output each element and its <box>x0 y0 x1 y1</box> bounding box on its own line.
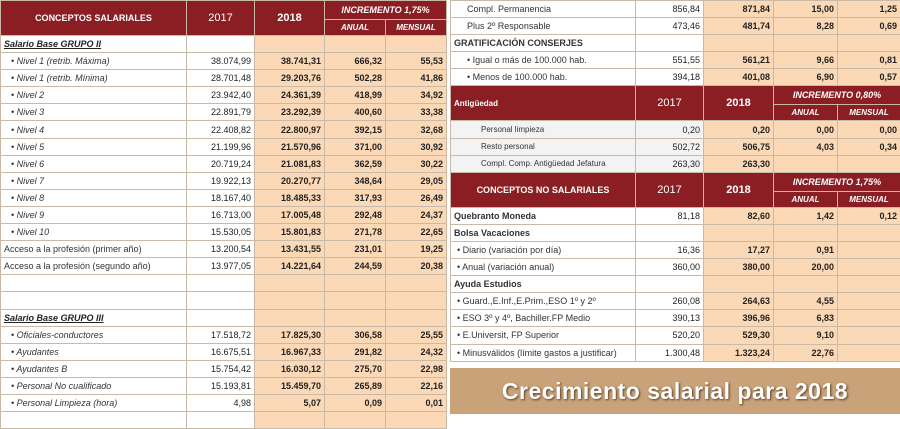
empty-cell <box>636 276 704 293</box>
empty-cell <box>386 292 447 309</box>
empty-cell <box>386 275 447 292</box>
value-2017: 1.300,48 <box>636 344 704 361</box>
increment-anual: 348,64 <box>325 172 386 189</box>
value-2017: 17.518,72 <box>187 326 255 343</box>
value-2018: 17,27 <box>704 241 774 258</box>
value-2017: 394,18 <box>636 69 704 86</box>
empty-cell <box>255 292 325 309</box>
table-row <box>1 87 447 104</box>
salary-table-left <box>0 0 446 429</box>
increment-mensual: 22,16 <box>386 377 447 394</box>
table-row <box>1 343 447 360</box>
table-row <box>451 138 900 155</box>
increment-anual: 8,28 <box>774 18 838 35</box>
increment-mensual <box>838 293 900 310</box>
value-2017: 16.675,51 <box>187 343 255 360</box>
row-label: • Anual (variación anual) <box>451 259 636 276</box>
caption-banner: Crecimiento salarial para 2018 <box>450 368 900 414</box>
group3-title <box>1 309 447 326</box>
row-label: Compl. Comp. Antigüedad Jefatura <box>451 155 636 172</box>
value-2017: 81,18 <box>636 207 704 224</box>
value-2017: 551,55 <box>636 52 704 69</box>
increment-anual: 4,03 <box>774 138 838 155</box>
table-row <box>451 344 900 361</box>
empty-cell <box>325 309 386 326</box>
value-2017: 15.754,42 <box>187 360 255 377</box>
value-2017: 19.922,13 <box>187 172 255 189</box>
salarial-table <box>0 0 447 429</box>
value-2018: 38.741,31 <box>255 53 325 70</box>
value-2018: 0,20 <box>704 121 774 138</box>
value-2018: 21.081,83 <box>255 155 325 172</box>
increment-anual: 400,60 <box>325 104 386 121</box>
row-label: • Diario (variación por día) <box>451 241 636 258</box>
increment-mensual: 32,68 <box>386 121 447 138</box>
increment-mensual: 29,05 <box>386 172 447 189</box>
increment-mensual: 34,92 <box>386 87 447 104</box>
table-row <box>1 138 447 155</box>
right-table <box>450 0 900 362</box>
spacer-row <box>1 412 447 429</box>
value-2017: 22.408,82 <box>187 121 255 138</box>
row-label: • Personal No cualificado <box>1 377 187 394</box>
table-row <box>1 377 447 394</box>
increment-mensual: 0,01 <box>386 394 447 411</box>
increment-anual: 291,82 <box>325 343 386 360</box>
increment-anual: 0,91 <box>774 241 838 258</box>
value-2018: 16.967,33 <box>255 343 325 360</box>
empty-cell <box>187 309 255 326</box>
value-2017: 390,13 <box>636 310 704 327</box>
table-row <box>1 155 447 172</box>
value-2018: 17.005,48 <box>255 206 325 223</box>
increment-mensual: 0,69 <box>838 18 900 35</box>
value-2018: 18.485,33 <box>255 189 325 206</box>
header-title: CONCEPTOS NO SALARIALES <box>451 172 636 207</box>
increment-anual: 244,59 <box>325 258 386 275</box>
row-label: • Nivel 7 <box>1 172 187 189</box>
increment-mensual: 0,81 <box>838 52 900 69</box>
header-year-2017: 2017 <box>636 172 704 207</box>
value-2017: 13.200,54 <box>187 241 255 258</box>
no-salariales-header <box>451 172 900 191</box>
header-year-2018: 2018 <box>255 1 325 36</box>
value-2018: 561,21 <box>704 52 774 69</box>
table-row <box>1 394 447 411</box>
bolsa-title <box>451 224 900 241</box>
increment-anual: 502,28 <box>325 70 386 87</box>
increment-mensual: 0,34 <box>838 138 900 155</box>
value-2017: 502,72 <box>636 138 704 155</box>
empty-cell <box>325 292 386 309</box>
table-row <box>451 1 900 18</box>
row-label: • Nivel 2 <box>1 87 187 104</box>
empty-cell <box>325 275 386 292</box>
value-2017: 520,20 <box>636 327 704 344</box>
table-row <box>451 293 900 310</box>
table-row <box>451 207 900 224</box>
value-2018: 23.292,39 <box>255 104 325 121</box>
value-2017: 15.193,81 <box>187 377 255 394</box>
empty-cell <box>704 224 774 241</box>
row-label: • Nivel 1 (retrib. Mínima) <box>1 70 187 87</box>
empty-cell <box>255 309 325 326</box>
increment-anual: 371,00 <box>325 138 386 155</box>
table-row <box>1 172 447 189</box>
table-row <box>451 69 900 86</box>
header-mensual: MENSUAL <box>838 105 900 121</box>
value-2017: 22.891,79 <box>187 104 255 121</box>
row-label: • Nivel 1 (retrib. Máxima) <box>1 53 187 70</box>
section-title: GRATIFICACIÓN CONSERJES <box>451 35 636 52</box>
increment-mensual: 24,32 <box>386 343 447 360</box>
increment-anual: 15,00 <box>774 1 838 18</box>
table-row <box>451 155 900 172</box>
spacer-row <box>1 275 447 292</box>
value-2018: 29.203,76 <box>255 70 325 87</box>
table-row <box>1 53 447 70</box>
value-2017: 4,98 <box>187 394 255 411</box>
increment-mensual: 55,53 <box>386 53 447 70</box>
salary-table-right <box>450 0 900 362</box>
table-row <box>1 241 447 258</box>
empty-cell <box>386 309 447 326</box>
empty-cell <box>325 412 386 429</box>
increment-anual: 275,70 <box>325 360 386 377</box>
value-2018: 5,07 <box>255 394 325 411</box>
increment-anual: 271,78 <box>325 224 386 241</box>
header-title: Antigüedad <box>451 86 636 121</box>
value-2018: 529,30 <box>704 327 774 344</box>
header-incremento: INCREMENTO 1,75% <box>774 172 900 191</box>
increment-anual: 292,48 <box>325 206 386 223</box>
increment-mensual: 25,55 <box>386 326 447 343</box>
increment-mensual: 26,49 <box>386 189 447 206</box>
row-label: • Nivel 9 <box>1 206 187 223</box>
ayuda-title <box>451 276 900 293</box>
increment-anual: 265,89 <box>325 377 386 394</box>
increment-mensual: 20,38 <box>386 258 447 275</box>
table-row <box>451 310 900 327</box>
row-label: • Nivel 10 <box>1 224 187 241</box>
row-label: • E.Universit, FP Superior <box>451 327 636 344</box>
header-mensual: MENSUAL <box>838 191 900 207</box>
increment-anual: 4,55 <box>774 293 838 310</box>
row-label: • Guard.,E.Inf.,E.Prim.,ESO 1º y 2º <box>451 293 636 310</box>
increment-mensual <box>838 327 900 344</box>
table-row <box>1 360 447 377</box>
empty-cell <box>255 275 325 292</box>
row-label: Quebranto Moneda <box>451 207 636 224</box>
value-2018: 401,08 <box>704 69 774 86</box>
value-2017: 0,20 <box>636 121 704 138</box>
table-row <box>451 241 900 258</box>
value-2017: 260,08 <box>636 293 704 310</box>
row-label: • Menos de 100.000 hab. <box>451 69 636 86</box>
value-2018: 22.800,97 <box>255 121 325 138</box>
row-label: Acceso a la profesión (primer año) <box>1 241 187 258</box>
increment-anual: 362,59 <box>325 155 386 172</box>
increment-anual: 0,00 <box>774 121 838 138</box>
table-row <box>451 327 900 344</box>
value-2018: 13.431,55 <box>255 241 325 258</box>
empty-cell <box>1 292 187 309</box>
table-row <box>1 206 447 223</box>
table-row <box>451 259 900 276</box>
header-incremento: INCREMENTO 0,80% <box>774 86 900 105</box>
increment-anual <box>774 155 838 172</box>
increment-anual: 306,58 <box>325 326 386 343</box>
table-row <box>451 18 900 35</box>
increment-mensual: 0,12 <box>838 207 900 224</box>
empty-cell <box>838 224 900 241</box>
increment-anual: 9,10 <box>774 327 838 344</box>
value-2018: 14.221,64 <box>255 258 325 275</box>
empty-cell <box>1 412 187 429</box>
row-label: • Igual o más de 100.000 hab. <box>451 52 636 69</box>
table-row <box>451 121 900 138</box>
empty-cell <box>636 224 704 241</box>
header-year-2018: 2018 <box>704 86 774 121</box>
empty-cell <box>704 35 774 52</box>
row-label: Acceso a la profesión (segundo año) <box>1 258 187 275</box>
table-row <box>1 104 447 121</box>
value-2018: 396,96 <box>704 310 774 327</box>
value-2017: 21.199,96 <box>187 138 255 155</box>
value-2017: 263,30 <box>636 155 704 172</box>
increment-mensual: 24,37 <box>386 206 447 223</box>
increment-anual: 666,32 <box>325 53 386 70</box>
value-2018: 1.323,24 <box>704 344 774 361</box>
table-row <box>1 121 447 138</box>
increment-anual: 1,42 <box>774 207 838 224</box>
value-2017: 16.713,00 <box>187 206 255 223</box>
row-label: • Nivel 8 <box>1 189 187 206</box>
increment-anual: 20,00 <box>774 259 838 276</box>
empty-cell <box>187 36 255 53</box>
row-label: • Nivel 3 <box>1 104 187 121</box>
increment-anual: 418,99 <box>325 87 386 104</box>
increment-mensual <box>838 310 900 327</box>
empty-cell <box>255 412 325 429</box>
empty-cell <box>636 35 704 52</box>
empty-cell <box>774 276 838 293</box>
table-row <box>1 258 447 275</box>
row-label: • Nivel 5 <box>1 138 187 155</box>
value-2017: 20.719,24 <box>187 155 255 172</box>
empty-cell <box>704 276 774 293</box>
empty-cell <box>1 275 187 292</box>
increment-anual: 9,66 <box>774 52 838 69</box>
empty-cell <box>838 276 900 293</box>
value-2017: 16,36 <box>636 241 704 258</box>
value-2018: 871,84 <box>704 1 774 18</box>
value-2018: 15.459,70 <box>255 377 325 394</box>
increment-anual: 317,93 <box>325 189 386 206</box>
table-row <box>1 189 447 206</box>
value-2017: 856,84 <box>636 1 704 18</box>
increment-anual: 0,09 <box>325 394 386 411</box>
increment-mensual <box>838 155 900 172</box>
table-row <box>1 224 447 241</box>
row-label: Personal limpieza <box>451 121 636 138</box>
header-year-2017: 2017 <box>187 1 255 36</box>
value-2017: 38.074,99 <box>187 53 255 70</box>
value-2017: 15.530,05 <box>187 224 255 241</box>
row-label: Compl. Permanencia <box>451 1 636 18</box>
gratif-title <box>451 35 900 52</box>
increment-mensual: 0,57 <box>838 69 900 86</box>
value-2018: 16.030,12 <box>255 360 325 377</box>
row-label: • Personal Limpieza (hora) <box>1 394 187 411</box>
value-2018: 17.825,30 <box>255 326 325 343</box>
header-mensual: MENSUAL <box>386 20 447 36</box>
header-anual: ANUAL <box>774 105 838 121</box>
header-anual: ANUAL <box>774 191 838 207</box>
value-2018: 506,75 <box>704 138 774 155</box>
table-row <box>451 52 900 69</box>
header-incremento: INCREMENTO 1,75% <box>325 1 447 20</box>
section-title: Salario Base GRUPO III <box>1 309 187 326</box>
empty-cell <box>838 35 900 52</box>
increment-mensual: 1,25 <box>838 1 900 18</box>
empty-cell <box>255 36 325 53</box>
increment-mensual: 30,92 <box>386 138 447 155</box>
value-2017: 28.701,48 <box>187 70 255 87</box>
value-2017: 473,46 <box>636 18 704 35</box>
section-title: Ayuda Estudios <box>451 276 636 293</box>
empty-cell <box>386 36 447 53</box>
increment-mensual <box>838 344 900 361</box>
value-2018: 20.270,77 <box>255 172 325 189</box>
group2-title <box>1 36 447 53</box>
value-2018: 82,60 <box>704 207 774 224</box>
row-label: • Minusválidos (límite gastos a justificar) <box>451 344 636 361</box>
value-2018: 15.801,83 <box>255 224 325 241</box>
empty-cell <box>187 292 255 309</box>
value-2017: 360,00 <box>636 259 704 276</box>
section-title: Salario Base GRUPO II <box>1 36 187 53</box>
value-2017: 23.942,40 <box>187 87 255 104</box>
value-2018: 263,30 <box>704 155 774 172</box>
increment-anual: 6,83 <box>774 310 838 327</box>
value-2018: 24.361,39 <box>255 87 325 104</box>
row-label: Resto personal <box>451 138 636 155</box>
table-row <box>1 70 447 87</box>
increment-anual: 392,15 <box>325 121 386 138</box>
empty-cell <box>325 36 386 53</box>
value-2018: 21.570,96 <box>255 138 325 155</box>
row-label: • Ayudantes <box>1 343 187 360</box>
increment-mensual: 41,86 <box>386 70 447 87</box>
increment-mensual: 30,22 <box>386 155 447 172</box>
increment-mensual: 33,38 <box>386 104 447 121</box>
value-2017: 13.977,05 <box>187 258 255 275</box>
spacer-row <box>1 292 447 309</box>
row-label: Plus 2º Responsable <box>451 18 636 35</box>
section-title: Bolsa Vacaciones <box>451 224 636 241</box>
row-label: • ESO 3º y 4º, Bachiller.FP Medio <box>451 310 636 327</box>
increment-mensual: 19,25 <box>386 241 447 258</box>
value-2018: 481,74 <box>704 18 774 35</box>
increment-mensual: 0,00 <box>838 121 900 138</box>
header-year-2017: 2017 <box>636 86 704 121</box>
increment-mensual <box>838 259 900 276</box>
value-2018: 380,00 <box>704 259 774 276</box>
value-2017: 18.167,40 <box>187 189 255 206</box>
empty-cell <box>187 275 255 292</box>
empty-cell <box>187 412 255 429</box>
increment-mensual: 22,98 <box>386 360 447 377</box>
increment-anual: 22,76 <box>774 344 838 361</box>
antiguedad-header <box>451 86 900 105</box>
empty-cell <box>386 412 447 429</box>
empty-cell <box>774 35 838 52</box>
row-label: • Oficiales-conductores <box>1 326 187 343</box>
header-year-2018: 2018 <box>704 172 774 207</box>
increment-anual: 231,01 <box>325 241 386 258</box>
value-2018: 264,63 <box>704 293 774 310</box>
row-label: • Ayudantes B <box>1 360 187 377</box>
increment-mensual: 22,65 <box>386 224 447 241</box>
increment-mensual <box>838 241 900 258</box>
header-conceptos-salariales: CONCEPTOS SALARIALES <box>1 1 187 36</box>
row-label: • Nivel 4 <box>1 121 187 138</box>
table-row <box>1 326 447 343</box>
row-label: • Nivel 6 <box>1 155 187 172</box>
empty-cell <box>774 224 838 241</box>
header-anual: ANUAL <box>325 20 386 36</box>
increment-anual: 6,90 <box>774 69 838 86</box>
